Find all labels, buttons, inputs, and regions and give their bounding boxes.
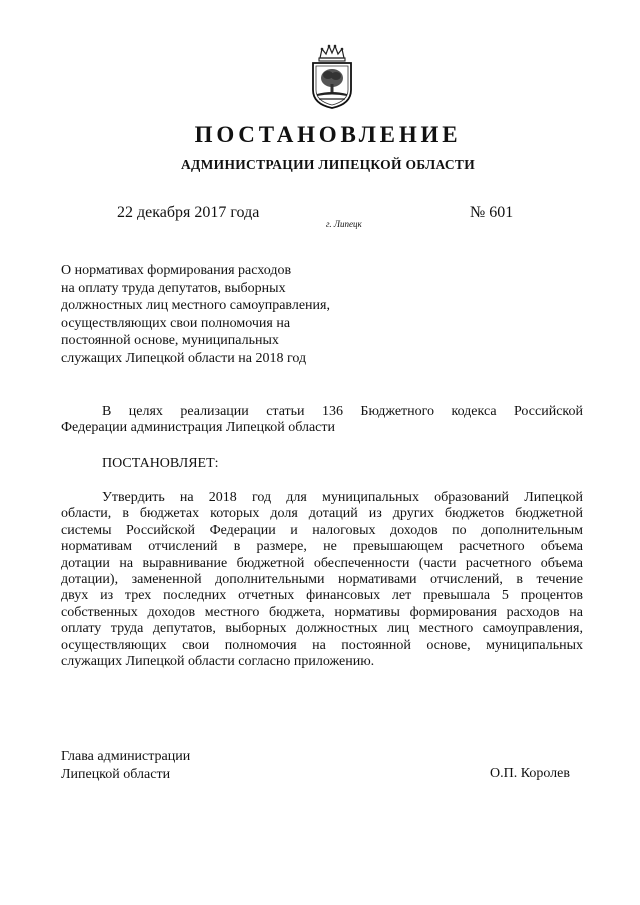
preamble-line: В целях реализации статьи 136 Бюджетного кодекса Российской <box>102 404 583 419</box>
signature-position-line: Глава администрации <box>61 749 191 764</box>
preamble-paragraph <box>61 404 583 437</box>
heading-line: осуществляющих свои полномочия на <box>61 315 291 331</box>
heading-line: О нормативах формирования расходов <box>61 263 292 278</box>
body-line: дотации на выравнивание бюджетной обеспеченности (части расчетного объема <box>61 555 583 571</box>
body-line: системы Российской Федерации и налоговых доходов по дополнительным <box>61 522 583 538</box>
body-line: служащих Липецкой области согласно приложению. <box>61 653 375 669</box>
body-line: Утвердить на 2018 год для муниципальных образований Липецкой <box>102 490 583 505</box>
body-paragraph <box>61 490 583 670</box>
signature-name: О.П. Королев <box>490 766 570 781</box>
heading-line: на оплату труда депутатов, выборных <box>61 280 286 296</box>
resolves-label: ПОСТАНОВЛЯЕТ: <box>102 456 219 471</box>
heading-line: служащих Липецкой области на 2018 год <box>61 350 307 366</box>
body-line: дотации), замененной дополнительными нормативами отчислений, в течение <box>61 571 583 587</box>
body-line: нормативам отчислений в размере, не превышающем расчетного объема <box>61 539 583 555</box>
body-line: оплату труда депутатов, выборных должностных лиц местного самоуправления, <box>61 621 583 637</box>
signature-position-line: Липецкой области <box>61 767 171 782</box>
resolves-paragraph <box>61 456 583 472</box>
body-line: собственных доходов местного бюджета, нормативы формирования расходов на <box>61 604 583 620</box>
document-subtitle: АДМИНИСТРАЦИИ ЛИПЕЦКОЙ ОБЛАСТИ <box>180 157 476 172</box>
body-line: осуществляющих свои полномочия на постоянной основе, муниципальных <box>61 637 583 653</box>
document-heading <box>61 262 391 368</box>
heading-line: должностных лиц местного самоуправления, <box>61 298 330 314</box>
heading-line: постоянной основе, муниципальных <box>61 333 279 349</box>
document-number: № 601 <box>470 204 514 221</box>
document-date: 22 декабря 2017 года <box>117 204 260 221</box>
body-line: области, в бюджетах которых доля дотаций из других бюджетов бюджетной <box>61 506 583 522</box>
coat-of-arms-emblem <box>308 44 356 110</box>
signature-position <box>61 748 190 784</box>
preamble-line: Федерации администрация Липецкой области <box>61 420 335 436</box>
document-city: г. Липецк <box>326 219 362 229</box>
body-line: двух из трех последних отчетных финансовых лет превышала 5 процентов <box>61 588 583 604</box>
document-title: ПОСТАНОВЛЕНИЕ <box>194 122 462 147</box>
